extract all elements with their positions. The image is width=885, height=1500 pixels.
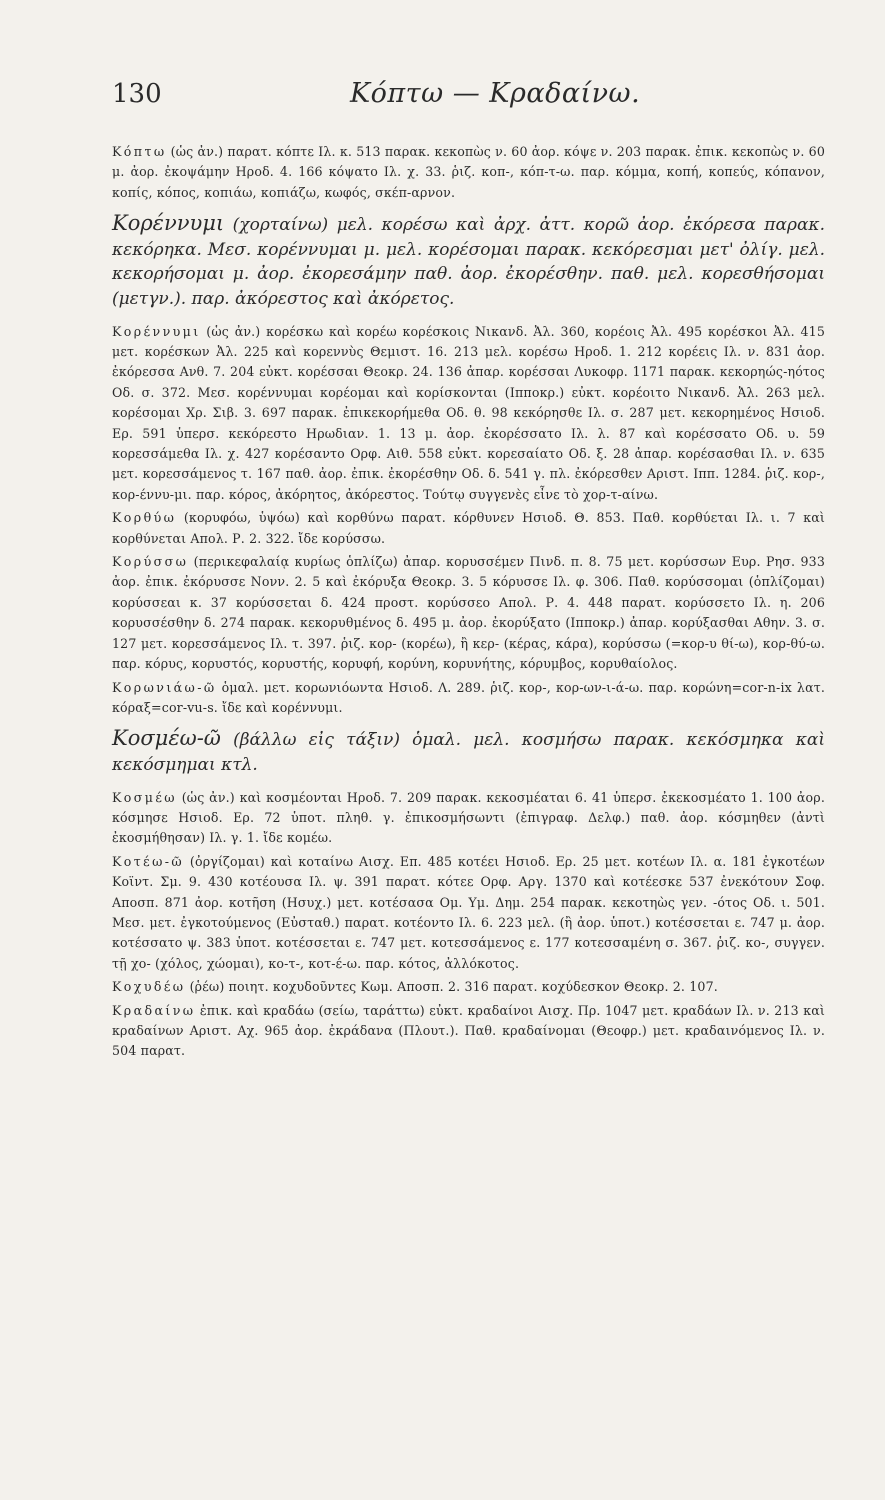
entry-lemma: Κοσμέω: [112, 789, 177, 805]
running-title: Κόπτω — Κραδαίνω.: [350, 78, 641, 109]
entry-kosmeo-summary: [112, 726, 825, 777]
entry-koroniao: [112, 678, 825, 719]
entry-text: (ῥέω) ποιητ. κοχυδοῦντες Κωμ. Αποσπ. 2. 316 παρατ. κοχύδεσκον Θεοκρ. 2. 107.: [185, 979, 718, 995]
entry-korennymi-summary: [112, 211, 825, 311]
entry-koteo: [112, 852, 825, 974]
page-header: [112, 78, 825, 124]
entry-text: (ὡς ἀν.) κορέσκω καὶ κορέω κορέσκοις Νικανδ. Ἀλ. 360, κορέοις Ἀλ. 495 κορέσκοι Ἀλ. 415 μετ. κορέσκων Ἀλ. 225 καὶ κορεννὺς Θεμιστ. 16. 213 μελ. κορέσω Ηροδ. 1. 212 κορέεις Ιλ. ν. 831 ἀορ. ἐκόρεσσα Ανθ. 7. 204 εὐκτ. κορέσσαι Θεοκρ. 24. 136 ἀπαρ. κορέσσαι Λυκοφρ. 1171 παρακ. κεκορηώς-ηότος Οδ. σ. 372. Μεσ. κορέννυμαι κορέομαι καὶ κορίσκονται (Ιπποκρ.) εὐκτ. κορέοιτο Νικανδ. Ἀλ. 263 μελ. κορέσομαι Χρ. Σιβ. 3. 697 παρακ. ἐπικεκορήμεθα Οδ. θ. 98 κεκόρησθε Ιλ. σ. 287 μετ. κεκορημένος Ησιοδ. Ερ. 591 ὑπερσ. κεκόρεστο Ηρωδιαν. 1. 13 μ. ἀορ. ἐκορέσσατο Ιλ. λ. 87 καὶ κορέσσατο Οδ. υ. 59 κορεσσάμεθα Ιλ. χ. 427 κορέσαντο Ορφ. Αιθ. 558 εὐκτ. κορεσαίατο Οδ. ξ. 28 ἀπαρ. κορέσασθαι Ιλ. ν. 635 μετ. κορεσσάμενος τ. 167 παθ. ἀορ. ἐπικ. ἐκορέσθην Οδ. δ. 541 γ. πλ. ἐκόρεσθεν Αριστ. Ιππ. 1284. ῥιζ. κορ-, κορ-έννυ-μι. παρ. κόρος, ἀκόρητος, ἀκόρεστος. Τούτῳ συγγενὲς εἶνε τὸ χορ-τ-αίνω.: [112, 323, 825, 502]
entry-koryssso: [112, 552, 825, 674]
entry-korthyo: [112, 508, 825, 549]
entry-text: ὁμαλ. μετ. κορωνιόωντα Ησιοδ. Λ. 289. ῥιζ. κορ-, κορ-ων-ι-ά-ω. παρ. κορώνη=cor-n-ix λατ. κόραξ=cor-vu-s. ἴδε καὶ κορέννυμι.: [112, 679, 825, 715]
entry-lemma: Κραδαίνω: [112, 1002, 196, 1018]
entry-text: (ὡς ἀν.) παρατ. κόπτε Ιλ. κ. 513 παρακ. κεκοπὼς ν. 60 ἀορ. κόψε ν. 203 παρακ. ἐπικ. κεκοπὼς ν. 60 μ. ἀορ. ἐκοψάμην Ηροδ. 4. 166 κόψατο Ιλ. χ. 33. ῥιζ. κοπ-, κόπ-τ-ω. παρ. κόμμα, κοπή, κοπεύς, κόπανον, κοπίς, κόπος, κοπιάω, κοπιάζω, κωφός, σκέπ-αρνον.: [112, 144, 825, 200]
entry-kosmeo: [112, 788, 825, 849]
entry-lemma: Κοχυδέω: [112, 979, 186, 995]
entry-lemma: Κορωνιάω-ῶ: [112, 679, 217, 695]
entry-korennymi: [112, 322, 825, 506]
entry-kochydeo: [112, 977, 825, 997]
entry-text: ἐπικ. καὶ κραδάω (σείω, ταράττω) εὐκτ. κραδαίνοι Αισχ. Πρ. 1047 μετ. κραδάων Ιλ. ν. 213 καὶ κραδαίνων Αριστ. Αχ. 965 ἀορ. ἐκράδανα (Πλουτ.). Παθ. κραδαίνομαι (Θεοφρ.) μετ. κραδαινόμενος Ιλ. ν. 504 παρατ.: [112, 1002, 825, 1059]
entry-lemma: Κορέννυμι: [112, 211, 225, 236]
entry-kradaino: [112, 1001, 825, 1062]
entry-lemma: Κορέννυμι: [112, 323, 201, 339]
entry-text: (ὀργίζομαι) καὶ κοταίνω Αισχ. Επ. 485 κοτέει Ησιοδ. Ερ. 25 μετ. κοτέων Ιλ. α. 181 ἐγκοτέων Κοϊντ. Σμ. 9. 430 κοτέουσα Ιλ. ψ. 391 παρατ. κότεε Ορφ. Αργ. 1370 καὶ κοτέεσκε 537 ἐνεκότουν Σοφ. Αποσπ. 871 ἀορ. κοτῆση (Ησυχ.) μετ. κοτέσασα Ομ. Υμ. Δημ. 254 παρακ. κεκοτηὼς γεν. -ότος Οδ. ι. 501. Μεσ. μετ. ἐγκοτούμενος (Εὐσταθ.) παρατ. κοτέοντο Ιλ. 6. 223 μελ. (ἢ ἀορ. ὑποτ.) κοτέσσεται ε. 747 μ. ἀορ. κοτέσσατο ψ. 383 ὑποτ. κοτέσσεται ε. 747 μετ. κοτεσσάμενος ε. 177 κοτεσσαμένη σ. 367. ῥιζ. κο-, συγγεν. τῇ χο- (χόλος, χώομαι), κο-τ-, κοτ-έ-ω. παρ. κότος, ἀλλόκοτος.: [112, 853, 825, 971]
entry-text: (βάλλω εἰς τάξιν) ὁμαλ. μελ. κοσμήσω παρακ. κεκόσμηκα καὶ κεκόσμημαι κτλ.: [112, 730, 825, 775]
entry-text: (χορταίνω) μελ. κορέσω καὶ ἀρχ. ἀττ. κορῶ ἀορ. ἐκόρεσα παρακ. κεκόρηκα. Μεσ. κορέννυμαι μ. μελ. κορέσομαι παρακ. κεκόρεσμαι μετ' ὀλίγ. μελ. κεκορήσομαι μ. ἀορ. ἐκορεσάμην παθ. ἀορ. ἐκορέσθην. παθ. μελ. κορεσθήσομαι (μετγν.). παρ. ἀκόρεστος καὶ ἀκόρετος.: [112, 215, 825, 309]
entry-lemma: Κορθύω: [112, 510, 177, 526]
entry-lemma: Κοσμέω-ῶ: [112, 726, 221, 751]
page-number: 130: [112, 79, 162, 109]
entry-lemma: Κόπτω: [112, 144, 167, 159]
entry-lemma: Κορύσσω: [112, 554, 189, 570]
entry-text: (περικεφαλαίᾳ κυρίως ὁπλίζω) ἀπαρ. κορυσσέμεν Πινδ. π. 8. 75 μετ. κορύσσων Ευρ. Ρησ. 933 ἀορ. ἐπικ. ἐκόρυσσε Νονν. 2. 5 καὶ ἐκόρυξα Θεοκρ. 3. 5 κόρυσσε Ιλ. φ. 306. Παθ. κορύσσομαι (ὁπλίζομαι) κορύσσεαι κ. 37 κορύσσεται δ. 424 προστ. κορύσσεο Απολ. Ρ. 4. 448 παρατ. κορύσσετο Ιλ. η. 206 κορυσσέσθην δ. 274 παρακ. κεκορυθμένος δ. 495 μ. ἀορ. ἐκορύξατο (Ιπποκρ.) ἀπαρ. κορύξασθαι Αθην. 3. σ. 127 μετ. κορεσσάμενος Ιλ. τ. 397. ῥιζ. κορ- (κορέω), ἢ κερ- (κέρας, κάρα), κορύσσω (=κορ-υ θί-ω), κορ-θύ-ω. παρ. κόρυς, κορυστός, κορυστής, κορυφή, κορύνη, κορυνήτης, κόρυμβος, κορυθαίολος.: [112, 554, 825, 672]
entry-lemma: Κοτέω-ῶ: [112, 853, 185, 869]
entry-text: (ὡς ἀν.) καὶ κοσμέονται Ηροδ. 7. 209 παρακ. κεκοσμέαται 6. 41 ὑπερσ. ἐκεκοσμέατο 1. 100 ἀορ. κόσμησε Ησιοδ. Ερ. 72 ὑποτ. πληθ. γ. ἐπικοσμήσωντι (ἐπιγραφ. Δελφ.) παθ. ἀορ. κόσμηθεν (ἀντὶ ἐκοσμήθησαν) Ιλ. γ. 1. ἴδε κομέω.: [112, 789, 825, 846]
entry-text: (κορυφόω, ὑψόω) καὶ κορθύνω παρατ. κόρθυνεν Ησιοδ. Θ. 853. Παθ. κορθύεται Ιλ. ι. 7 καὶ κορθύνεται Απολ. Ρ. 2. 322. ἴδε κορύσσω.: [112, 510, 825, 546]
entry-kopto: [112, 142, 825, 203]
